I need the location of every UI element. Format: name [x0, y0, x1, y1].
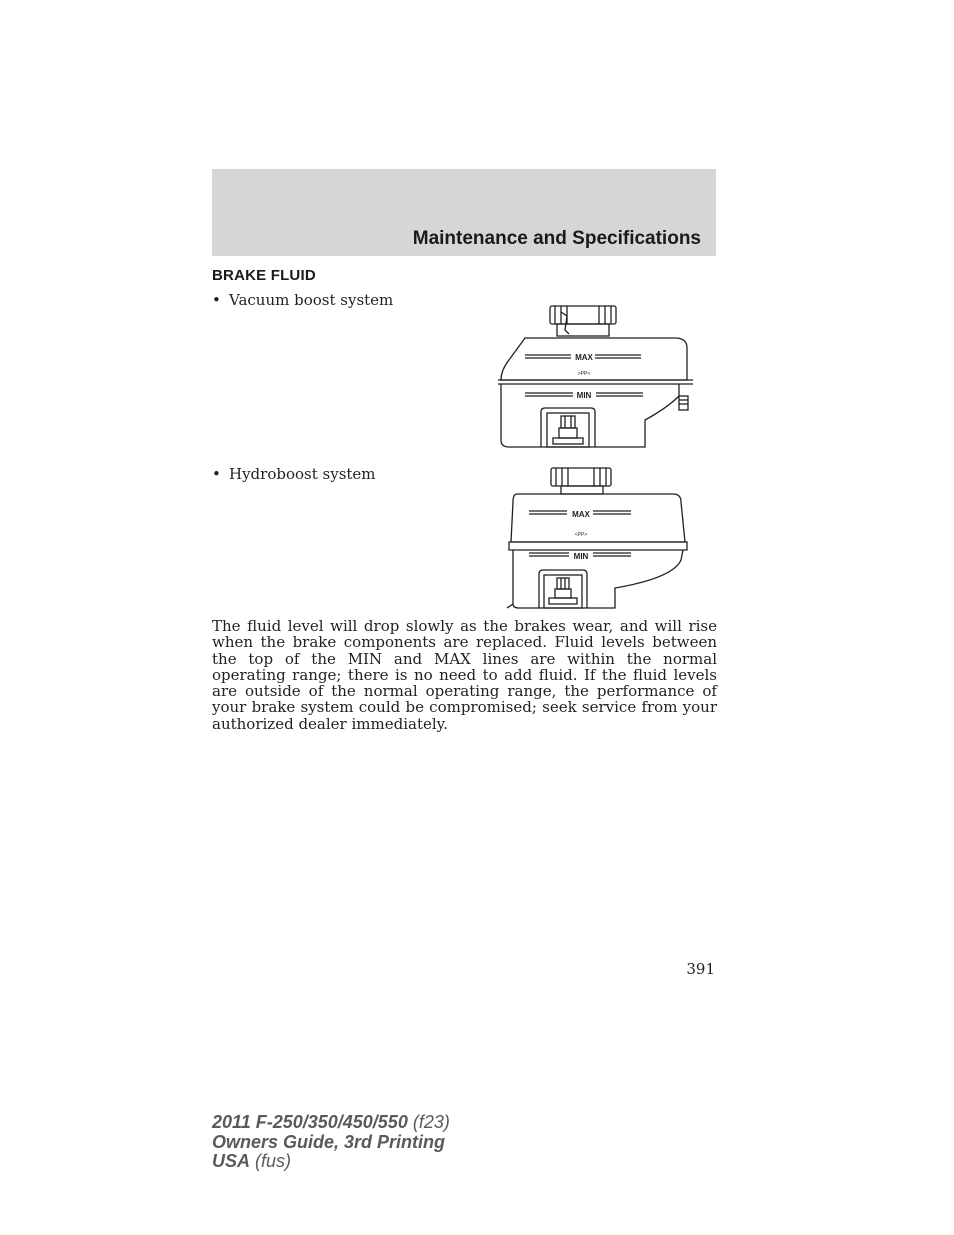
footer-line-1	[212, 1113, 450, 1133]
footer-market-code: (fus)	[250, 1151, 292, 1171]
max-label: MAX	[572, 510, 590, 519]
min-label: MIN	[573, 552, 589, 561]
document-footer	[212, 1113, 450, 1172]
bullet-text: Vacuum boost system	[229, 291, 394, 309]
body-paragraph: The fluid level will drop slowly as the brakes wear, and will rise when the brake components are replaced. Fluid levels between the top of the MIN and MAX lines are within the normal operating range; there is no need to add fluid. If the fluid levels are outside of the normal operating range, the performance of your brake system could be compromised; seek service from your authorized dealer immediately.	[212, 617, 717, 733]
footer-model: 2011 F-250/350/450/550	[212, 1112, 408, 1132]
footer-model-code: (f23)	[407, 1112, 450, 1132]
bullet-hydroboost	[212, 465, 376, 483]
section-heading: BRAKE FLUID	[212, 267, 316, 284]
max-label: MAX	[575, 353, 593, 362]
vacuum-boost-reservoir-illustration	[495, 300, 695, 450]
page-number: 391	[686, 960, 715, 978]
page-section-title: Maintenance and Specifications	[412, 228, 701, 249]
bullet-marker: •	[212, 465, 221, 483]
bullet-marker: •	[212, 291, 221, 309]
footer-line-2: Owners Guide, 3rd Printing	[212, 1131, 446, 1152]
footer-market: USA	[212, 1151, 251, 1171]
bullet-vacuum-boost	[212, 291, 393, 309]
footer-line-3	[212, 1152, 450, 1172]
hydroboost-reservoir-illustration	[503, 464, 693, 612]
min-label: MIN	[576, 391, 592, 400]
material-mark: <PP>	[574, 532, 588, 538]
material-mark: >PP<	[577, 371, 591, 377]
header-band	[212, 169, 716, 256]
bullet-text: Hydroboost system	[229, 465, 376, 483]
